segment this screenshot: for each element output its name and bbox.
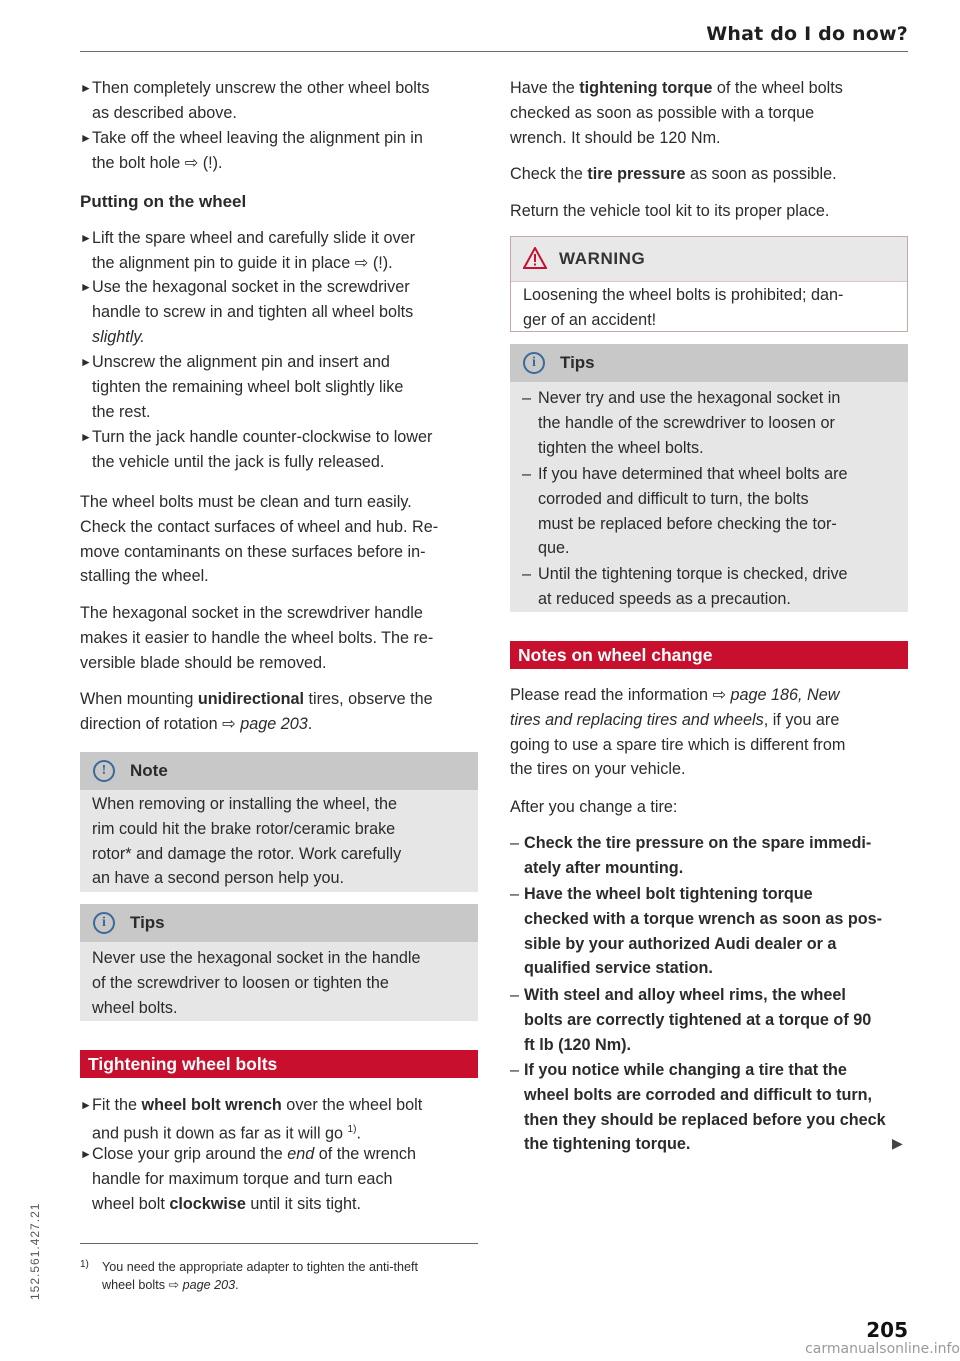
bullet-triangle-icon: ►: [80, 355, 92, 369]
note-box: [80, 752, 478, 892]
page-link[interactable]: page 203: [182, 1278, 236, 1292]
footnote: 1) You need the appropriate adapter to tighten the anti-theft wheel bolts ⇨ page 203.: [80, 1259, 419, 1292]
list-item: ► Turn the jack handle counter-clockwise to lower the vehicle until the jack is fully released.: [80, 425, 478, 475]
continue-arrow-icon: ▶: [892, 1135, 903, 1151]
list-item: – Never try and use the hexagonal socket in the handle of the screwdriver to loosen or tighten the wheel bolts.: [522, 389, 841, 457]
bullet-triangle-icon: ►: [80, 131, 92, 145]
subheading-putting-on-wheel: Putting on the wheel: [80, 192, 247, 211]
tips-box-header: i Tips: [510, 344, 908, 382]
list-item: – Until the tightening torque is checked, drive at reduced speeds as a precaution.: [522, 565, 848, 608]
page-number: 205: [866, 1318, 908, 1342]
list-item: ► Unscrew the alignment pin and insert and tighten the remaining wheel bolt slightly like the rest.: [80, 350, 478, 424]
tips-box-header: i Tips: [80, 904, 478, 942]
bullet-triangle-icon: ►: [80, 81, 92, 95]
running-head: What do I do now?: [706, 23, 908, 45]
paragraph: Please read the information ⇨ page 186, New tires and replacing tires and wheels, if you are going to use a spare tire which is different from the tires on your vehicle.: [510, 686, 846, 779]
note-text: When removing or installing the wheel, the rim could hit the brake rotor/ceramic brake rotor* and damage the rotor. Work carefully an have a second person help you.: [92, 795, 402, 888]
header-rule: [80, 51, 908, 52]
watermark: carmanualsonline.info: [805, 1341, 960, 1357]
warning-triangle-icon: [523, 247, 547, 269]
paragraph: The wheel bolts must be clean and turn easily. Check the contact surfaces of wheel and hub. Re- move contaminants on these surfaces before in- stalling the wheel.: [80, 493, 439, 586]
list-item: – Check the tire pressure on the spare immedi- ately after mounting.: [510, 834, 872, 877]
paragraph: When mounting unidirectional tires, observe the direction of rotation ⇨ page 203.: [80, 690, 433, 733]
tips-box: [510, 344, 908, 612]
list-item: ► Then completely unscrew the other wheel bolts as described above.: [80, 76, 478, 126]
list-item: – If you notice while changing a tire that the wheel bolts are corroded and difficult to turn, then they should be replaced before you check the tightening torque.: [510, 1061, 886, 1154]
page-link[interactable]: tires and replacing tires and wheels: [510, 710, 764, 729]
tips-box: [80, 904, 478, 1021]
list-item: ► Use the hexagonal socket in the screwdriver handle to screw in and tighten all wheel bolts slightly.: [80, 275, 478, 349]
list-item: – With steel and alloy wheel rims, the wheel bolts are correctly tightened at a torque of 90 ft lb (120 Nm).: [510, 986, 872, 1054]
bullet-triangle-icon: ►: [80, 430, 92, 444]
paragraph: Have the tightening torque of the wheel bolts checked as soon as possible with a torque wrench. It should be 120 Nm.: [510, 79, 843, 147]
bullet-triangle-icon: ►: [80, 1147, 92, 1161]
list-item: ► Fit the wheel bolt wrench over the wheel bolt and push it down as far as it will go $^{1)}$.: [80, 1093, 478, 1146]
paragraph: The hexagonal socket in the screwdriver handle makes it easier to handle the wheel bolts. The re- versible blade should be removed.: [80, 604, 434, 672]
list-item: ► Lift the spare wheel and carefully slide it over the alignment pin to guide it in place ⇨ (!).: [80, 226, 478, 276]
tips-text: Never use the hexagonal socket in the handle of the screwdriver to loosen or tighten the wheel bolts.: [92, 949, 421, 1017]
list-item: ► Close your grip around the end of the wrench handle for maximum torque and turn each wheel bolt clockwise until it sits tight.: [80, 1142, 478, 1216]
page-link[interactable]: page 186, New: [730, 686, 840, 704]
list-item: – If you have determined that wheel bolts are corroded and difficult to turn, the bolts must be replaced before checking the tor- que.: [522, 465, 848, 558]
section-heading-tightening: Tightening wheel bolts: [80, 1050, 478, 1078]
warning-box: [510, 236, 908, 332]
bullet-triangle-icon: ►: [80, 231, 92, 245]
exclamation-circle-icon: !: [93, 760, 115, 782]
warning-text: Loosening the wheel bolts is prohibited; dan- ger of an accident!: [523, 286, 844, 329]
paragraph: After you change a tire:: [510, 798, 678, 816]
page-link[interactable]: page 203: [240, 714, 308, 733]
bullet-triangle-icon: ►: [80, 280, 92, 294]
list-item: – Have the wheel bolt tightening torque checked with a torque wrench as soon as pos- sible by your authorized Audi dealer or a qualified service station.: [510, 885, 883, 978]
warning-box-header: WARNING: [511, 237, 907, 282]
bullet-triangle-icon: ►: [80, 1098, 92, 1112]
info-circle-icon: i: [93, 912, 115, 934]
footnote-rule: [80, 1243, 478, 1244]
list-item: ► Take off the wheel leaving the alignment pin in the bolt hole ⇨ (!).: [80, 126, 478, 176]
note-box-header: ! Note: [80, 752, 478, 790]
info-circle-icon: i: [523, 352, 545, 374]
paragraph: Return the vehicle tool kit to its proper place.: [510, 202, 830, 220]
section-heading-notes: Notes on wheel change: [510, 641, 908, 669]
side-code: 152.561.427.21: [28, 1202, 42, 1300]
paragraph: Check the tire pressure as soon as possible.: [510, 165, 837, 183]
